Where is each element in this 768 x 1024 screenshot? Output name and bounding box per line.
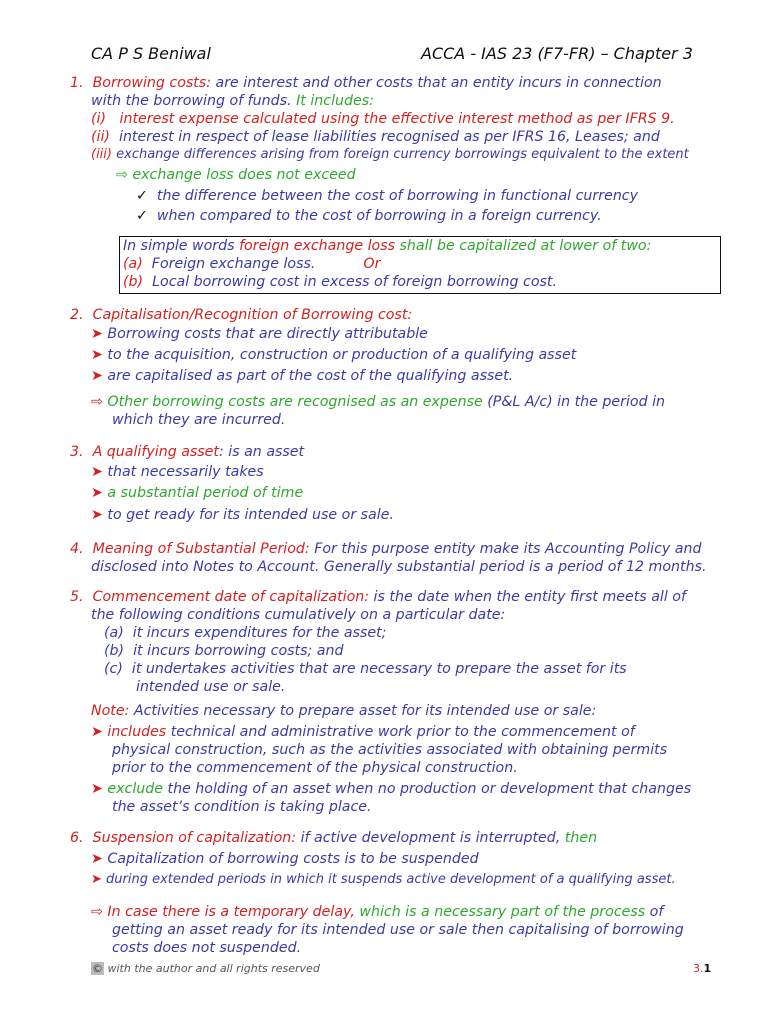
footer-page-number [693,962,711,975]
s5-c-text: it undertakes activities that are necessary to prepare the asset for its [131,661,627,677]
check-icon: ✓ [136,208,148,224]
s5-item-c-line2: intended use or sale. [136,679,286,695]
s5-b-label: (b) [104,643,125,659]
bullet-icon: ➤ [91,781,103,797]
s1-check2-text: when compared to the cost of borrowing in a foreign currency. [156,208,602,224]
bullet-icon: ➤ [91,368,103,384]
page-number: 1 [703,962,712,975]
s2-bullet3 [91,367,513,385]
s5-text1: is the date when the entity first meets all of [369,589,686,605]
s2-heading-line [70,306,412,324]
s5-a-label: (a) [104,625,124,641]
s5-heading: Commencement date of capitalization: [92,589,370,605]
s6-arrow-line2: getting an asset ready for its intended use or sale then capitalising of borrowing [112,922,684,938]
box-item-a [123,255,380,273]
bullet-icon: ➤ [91,872,102,887]
s3-b1-text: that necessarily takes [107,464,264,480]
s3-number: 3. [70,444,84,460]
s1-includes: It includes: [291,93,374,109]
bullet-icon: ➤ [91,507,103,523]
s5-exclude-word: exclude [107,781,163,797]
s1-item-ii [91,128,660,146]
s2-arrow-line1 [91,393,665,411]
box-or: Or [363,256,381,272]
box-l1b: foreign exchange loss [239,238,396,254]
s1-text: are interest and other costs that an entity incurs in connection [211,75,662,91]
s2-number: 2. [70,307,84,323]
s6-heading: Suspension of capitalization: [92,830,297,846]
s4-text1: For this purpose entity make its Accounting Policy and [309,541,702,557]
bullet-icon: ➤ [91,464,103,480]
s2-b1-text: Borrowing costs that are directly attributable [107,326,428,342]
s1-check2 [136,207,602,225]
box-b-text: Local borrowing cost in excess of foreign borrowing cost. [152,274,557,290]
s6-arrow-line1 [91,903,663,921]
s5-item-b [104,642,343,660]
s5-c-label: (c) [104,661,123,677]
s3-b2-text: a substantial period of time [107,485,304,501]
s1-ii-label: (ii) [91,129,110,145]
s2-arrow-b: (P&L A/c) in the period in [482,394,666,410]
s1-ii-text: interest in respect of lease liabilities recognised as per IFRS 16, Leases; and [119,129,660,145]
s1-item-i [91,110,675,128]
s5-item-c [104,660,627,678]
s4-heading: Meaning of Substantial Period: [92,541,310,557]
s6-b2-text: during extended periods in which it suspends active development of a qualifying asset. [106,872,676,887]
s6-arrow-line3: costs does not suspended. [112,940,302,956]
arrow-icon: ⇨ [116,167,128,183]
s2-b2-text: to the acquisition, construction or production of a qualifying asset [107,347,577,363]
s6-then: then [564,830,598,846]
s1-number: 1. [70,75,84,91]
s3-bullet3 [91,506,394,524]
copyright-icon: © [92,962,103,975]
s5-note-label: Note: [91,703,130,719]
s6-bullet1 [91,850,479,868]
s1-check1 [136,187,638,205]
arrow-icon: ⇨ [91,394,103,410]
s5-item-a [104,624,386,642]
bullet-icon: ➤ [91,851,103,867]
s2-arrow-a: Other borrowing costs are recognised as an expense [107,394,483,410]
s5-exclude-text1: the holding of an asset when no production or development that changes [163,781,692,797]
s1-arrow-line [116,166,356,184]
s6-line1 [70,829,597,847]
s1-check1-text: the difference between the cost of borrowing in functional currency [156,188,639,204]
s4-line1 [70,540,702,558]
box-l1a: In simple words [123,238,240,254]
s6-text1: if active development is interrupted, [296,830,565,846]
s4-number: 4. [70,541,84,557]
box-line1 [123,237,651,255]
s2-heading: Capitalisation/Recognition of Borrowing cost: [92,307,413,323]
header-title: ACCA - IAS 23 (F7-FR) – Chapter 3 [421,44,693,63]
s5-a-text: it incurs expenditures for the asset; [132,625,387,641]
s1-arrow-text: exchange loss does not exceed [132,167,356,183]
s4-line2: disclosed into Notes to Account. Generally substantial period is a period of 12 months. [91,559,707,575]
s5-includes-word: includes [107,724,167,740]
s1-i-label: (i) [91,111,107,127]
box-a-label: (a) [123,256,143,272]
s3-rest: : is an asset [218,444,305,460]
s5-exclude-line2: the asset’s condition is taking place. [112,799,372,815]
s1-iii-label: (iii) [91,147,112,162]
s5-b-text: it incurs borrowing costs; and [133,643,344,659]
s3-heading-line [70,443,304,461]
bullet-icon: ➤ [91,347,103,363]
s6-number: 6. [70,830,84,846]
s6-arrow-b: which is a necessary part of the process [354,904,646,920]
box-a-text: Foreign exchange loss. [151,256,316,272]
s3-bullet1 [91,463,264,481]
s1-iii-text: exchange differences arising from foreign currency borrowings equivalent to the extent [116,147,689,162]
page-prefix: 3. [693,962,704,975]
s5-includes-text1: technical and administrative work prior to the commencement of [166,724,635,740]
s1-heading: Borrowing costs: [92,75,211,91]
arrow-icon: ⇨ [91,904,103,920]
s5-line2: the following conditions cumulatively on a particular date: [91,607,506,623]
bullet-icon: ➤ [91,326,103,342]
s2-bullet2 [91,346,576,364]
s5-exclude-line1 [91,780,691,798]
bullet-icon: ➤ [91,485,103,501]
s1-i-text-b: using the effective interest method as per IFRS 9. [320,111,675,127]
s6-arrow-a: In case there is a temporary delay, [107,904,355,920]
s3-b3-text: to get ready for its intended use or sale. [107,507,394,523]
s1-item-iii [91,146,689,164]
s5-includes-line3: prior to the commencement of the physical construction. [112,760,518,776]
s5-includes-line2: physical construction, such as the activities associated with obtaining permits [112,742,668,758]
s5-note-text: Activities necessary to prepare asset for its intended use or sale: [129,703,597,719]
s6-arrow-c: of [645,904,664,920]
s5-line1 [70,588,686,606]
s1-line1 [70,74,714,92]
s6-b1-text: Capitalization of borrowing costs is to be suspended [107,851,479,867]
bullet-icon: ➤ [91,724,103,740]
header-author: CA P S Beniwal [91,44,211,63]
footer-copyright [91,962,320,975]
s5-includes-line1 [91,723,635,741]
footer-text: with the author and all rights reserved [104,962,320,975]
s2-bullet1 [91,325,428,343]
s1-i-text-a: interest expense calculated [119,111,321,127]
s2-arrow-line2: which they are incurred. [112,412,286,428]
s2-b3-text: are capitalised as part of the cost of the qualifying asset. [107,368,514,384]
box-item-b [123,273,557,291]
s5-number: 5. [70,589,84,605]
box-b-label: (b) [123,274,144,290]
s3-heading: A qualifying asset [92,444,219,460]
s5-note [91,702,596,720]
s6-bullet2 [91,871,676,889]
s1-l2a: with the borrowing of funds. [91,93,292,109]
box-l1c: shall be capitalized at lower of two: [395,238,652,254]
s3-bullet2 [91,484,303,502]
check-icon: ✓ [136,188,148,204]
s1-line2 [91,92,374,110]
